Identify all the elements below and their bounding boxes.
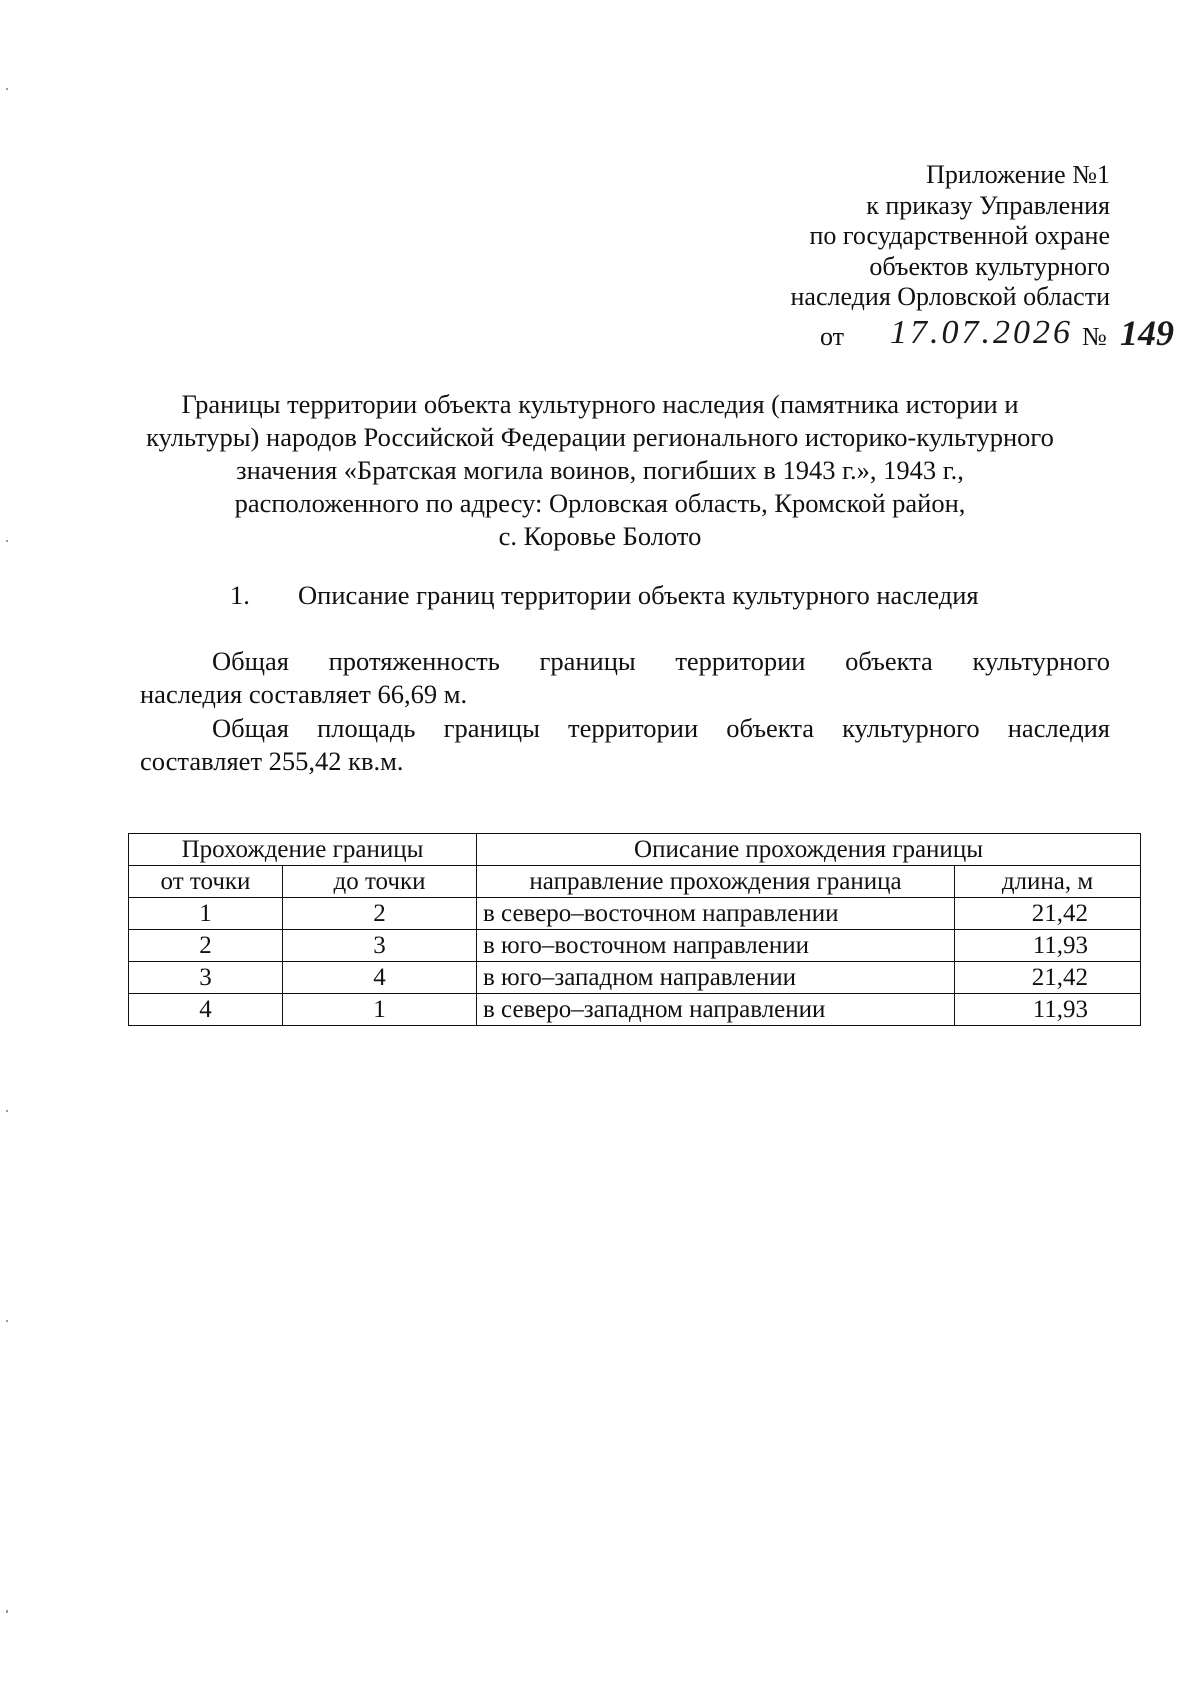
- title-line: культуры) народов Российской Федерации регионального историко-культурного: [146, 422, 1054, 452]
- number-label: №: [1082, 322, 1107, 351]
- appendix-line: объектов культурного: [869, 251, 1110, 281]
- header-direction: направление прохождения граница: [477, 866, 955, 898]
- cell-length: 21,42: [955, 898, 1141, 930]
- paragraph-rest: составляет 255,42 кв.м.: [140, 746, 404, 776]
- group-header-boundary: Прохождение границы: [129, 834, 477, 866]
- table-group-header-row: [129, 834, 1141, 866]
- cell-direction: в северо–восточном направлении: [477, 898, 955, 930]
- handwritten-order-number: 149: [1120, 313, 1174, 353]
- paragraph-length: [140, 645, 1110, 711]
- word: Общая: [212, 713, 289, 743]
- order-date-row: [820, 313, 1200, 358]
- cell-direction: в юго–западном направлении: [477, 962, 955, 994]
- scan-speck: [6, 1610, 8, 1613]
- appendix-line: к приказу Управления: [866, 190, 1110, 220]
- document-title: [120, 388, 1080, 553]
- word: наследия: [1007, 713, 1110, 743]
- scan-speck: [6, 88, 8, 90]
- from-label: от: [820, 322, 845, 351]
- cell-from: 3: [129, 962, 283, 994]
- word: территории: [568, 713, 699, 743]
- group-header-description: Описание прохождения границы: [477, 834, 1141, 866]
- title-line: с. Коровье Болото: [498, 521, 702, 551]
- cell-direction: в северо–западном направлении: [477, 994, 955, 1026]
- cell-to: 2: [283, 898, 477, 930]
- section-title: Описание границ территории объекта культурного наследия: [298, 580, 979, 610]
- cell-from: 1: [129, 898, 283, 930]
- table-row: [129, 962, 1141, 994]
- scan-speck: [6, 540, 8, 542]
- boundary-table: [128, 833, 1141, 1026]
- header-from-point: от точки: [129, 866, 283, 898]
- title-line: расположенного по адресу: Орловская область, Кромской район,: [234, 488, 966, 518]
- appendix-line: по государственной охране: [809, 221, 1110, 250]
- word: протяженность: [328, 646, 500, 676]
- cell-length: 11,93: [955, 994, 1141, 1026]
- cell-from: 4: [129, 994, 283, 1026]
- cell-to: 4: [283, 962, 477, 994]
- cell-to: 1: [283, 994, 477, 1026]
- section-heading: [230, 580, 979, 611]
- handwritten-date: 17.07.2026: [890, 314, 1073, 351]
- scan-speck: [6, 1320, 8, 1322]
- word: объекта: [845, 646, 933, 676]
- cell-to: 3: [283, 930, 477, 962]
- word: площадь: [317, 713, 416, 743]
- title-line: значения «Братская могила воинов, погибших в 1943 г.», 1943 г.,: [236, 455, 964, 485]
- table-row: [129, 930, 1141, 962]
- table-row: [129, 994, 1141, 1026]
- paragraph-rest: наследия составляет 66,69 м.: [140, 679, 468, 709]
- word: объекта: [726, 713, 814, 743]
- section-number: 1.: [230, 580, 250, 610]
- paragraph-first-line: [140, 645, 1110, 678]
- cell-from: 2: [129, 930, 283, 962]
- scan-speck: [6, 1110, 8, 1112]
- table-sub-header-row: [129, 866, 1141, 898]
- word: территории: [675, 646, 806, 676]
- appendix-line: наследия Орловской области: [790, 282, 1110, 311]
- paragraph-first-line: [140, 712, 1110, 745]
- header-to-point: до точки: [283, 866, 477, 898]
- header-length: длина, м: [955, 866, 1141, 898]
- cell-direction: в юго–восточном направлении: [477, 930, 955, 962]
- cell-length: 21,42: [955, 962, 1141, 994]
- word: культурного: [842, 713, 980, 743]
- title-line: Границы территории объекта культурного наследия (памятника истории и: [181, 389, 1019, 419]
- word: культурного: [972, 646, 1110, 676]
- paragraph-area: [140, 712, 1110, 778]
- table-row: [129, 898, 1141, 930]
- cell-length: 11,93: [955, 930, 1141, 962]
- appendix-block: [590, 160, 1110, 313]
- word: Общая: [212, 646, 289, 676]
- appendix-line: Приложение №1: [926, 160, 1110, 189]
- word: границы: [539, 646, 636, 676]
- word: границы: [443, 713, 540, 743]
